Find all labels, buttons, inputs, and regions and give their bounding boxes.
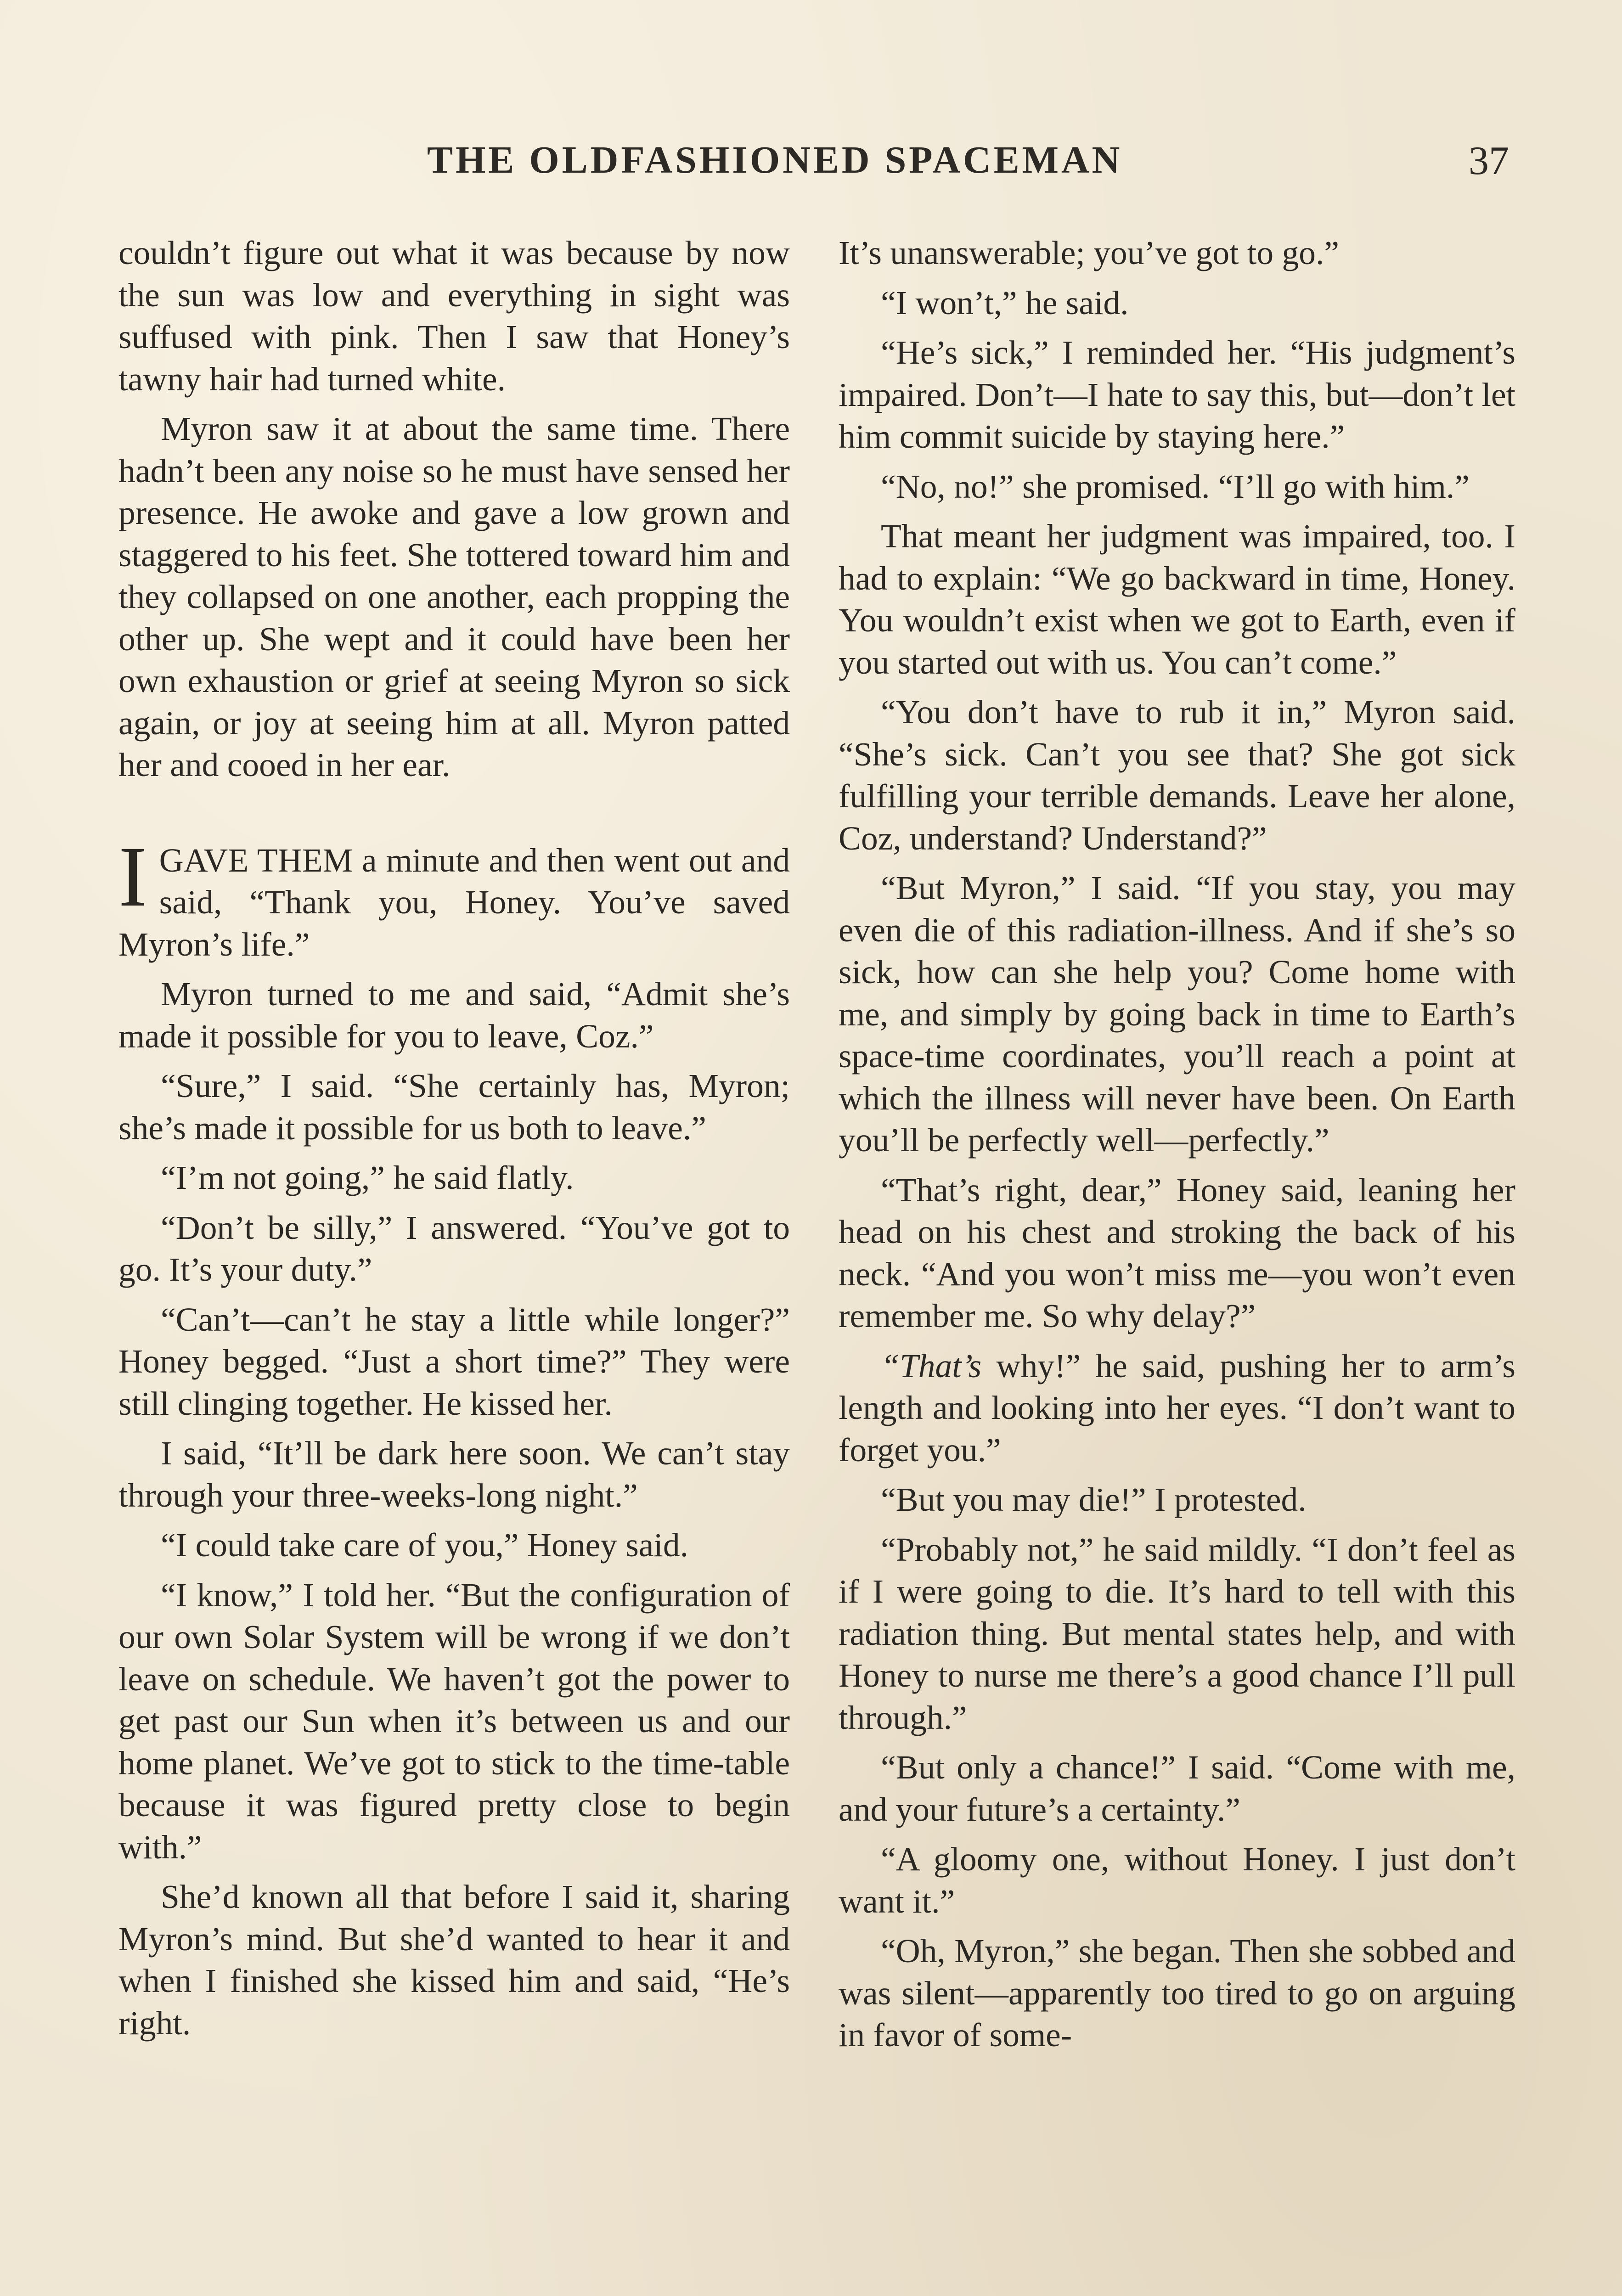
paragraph: “You don’t have to rub it in,” Myron said. “She’s sick. Can’t you see that? She got sick fulfilling your terrible demands. Leave her alone, Coz, understand? Understand?” <box>839 693 1515 857</box>
paragraph: “But only a chance!” I said. “Come with me, and your future’s a certainty.” <box>839 1749 1515 1828</box>
paragraph: “I won’t,” he said. <box>881 284 1129 321</box>
paragraph: Myron turned to me and said, “Admit she’s made it possible for you to leave, Coz.” <box>118 975 790 1055</box>
paragraph: “I’m not going,” he said flatly. <box>161 1159 574 1196</box>
paragraph: “I could take care of you,” Honey said. <box>161 1526 688 1564</box>
paragraph: “A gloomy one, without Honey. I just don’t want it.” <box>839 1840 1515 1920</box>
running-title: THE OLDFASHIONED SPACEMAN <box>427 139 1123 181</box>
paragraph: She’d known all that before I said it, sharing Myron’s mind. But she’d wanted to hear it and when I finished she kissed him and said, “He’s right. <box>118 1878 790 2042</box>
paragraph: “I know,” I told her. “But the configuration of our own Solar System will be wrong if we don’t leave on schedule. We haven’t got the power to get past our Sun when it’s between us and our home planet. We’ve got to stick to the time-table because it was figured pretty close to begin with.” <box>118 1576 790 1866</box>
paragraph: That meant her judgment was impaired, too. I had to explain: “We go backward in time, Honey. You wouldn’t exist when we got to Earth, even if you started out with us. You can’t come.” <box>839 518 1515 681</box>
drop-cap: I <box>118 828 147 924</box>
paragraph-text: why!” he said, pushing her to arm’s length and looking into her eyes. “I don’t want to forget you.” <box>839 1347 1515 1469</box>
section-opening-text: GAVE THEM a minute and then went out and said, “Thank you, Honey. You’ve saved Myron’s life.” <box>118 841 790 963</box>
paragraph: I said, “It’ll be dark here soon. We can’t stay through your three-weeks-long night.” <box>118 1435 790 1514</box>
paragraph: “He’s sick,” I reminded her. “His judgment’s impaired. Don’t—I hate to say this, but—don’t let him commit suicide by staying here.” <box>839 334 1515 455</box>
paragraph <box>839 1345 1515 1471</box>
paragraph: “Can’t—can’t he stay a little while longer?” Honey begged. “Just a short time?” They were still clinging together. He kissed her. <box>118 1300 790 1422</box>
paragraph: “Probably not,” he said mildly. “I don’t feel as if I were going to die. It’s hard to tell with this radiation thing. But mental states help, and with Honey to nurse me there’s a good chance I’ll pull through.” <box>839 1531 1515 1736</box>
left-column <box>118 232 790 2052</box>
right-column <box>839 232 1515 2064</box>
paragraph: “Sure,” I said. “She certainly has, Myron; she’s made it possible for us both to leave.” <box>118 1067 790 1147</box>
page-number: 37 <box>1469 139 1509 183</box>
paragraph: “That’s right, dear,” Honey said, leaning her head on his chest and stroking the back of his neck. “And you won’t miss me—you won’t even remember me. So why delay?” <box>839 1171 1515 1334</box>
paragraph: “No, no!” she promised. “I’ll go with him.” <box>881 467 1470 505</box>
italic-emphasis: “That’s <box>881 1347 982 1384</box>
paragraph: couldn’t figure out what it was because by now the sun was low and everything in sight was suffused with pink. Then I saw that Honey’s tawny hair had turned white. <box>118 234 790 398</box>
paragraph: “But you may die!” I protested. <box>881 1481 1307 1518</box>
section-opening-paragraph <box>118 828 790 966</box>
continued-paragraph: It’s unanswerable; you’ve got to go.” <box>839 234 1339 271</box>
paragraph: “But Myron,” I said. “If you stay, you may even die of this radiation-illness. And if she’s so sick, how can she help you? Come home with me, and simply by going back in time to Earth’s space-time coordinates, you’ll reach a point at which the illness will never have been. On Earth you’ll be perfectly well—perfectly.” <box>839 869 1515 1159</box>
paragraph: Myron saw it at about the same time. There hadn’t been any noise so he must have sensed her presence. He awoke and gave a low grown and staggered to his feet. She tottered toward him and they collapsed on one another, each propping the other up. She wept and it could have been her own exhaustion or grief at seeing Myron so sick again, or joy at seeing him at all. Myron patted her and cooed in her ear. <box>118 410 790 783</box>
paragraph: “Don’t be silly,” I answered. “You’ve got to go. It’s your duty.” <box>118 1209 790 1288</box>
paragraph: “Oh, Myron,” she began. Then she sobbed and was silent—apparently too tired to go on arguing in favor of some- <box>839 1932 1515 2054</box>
